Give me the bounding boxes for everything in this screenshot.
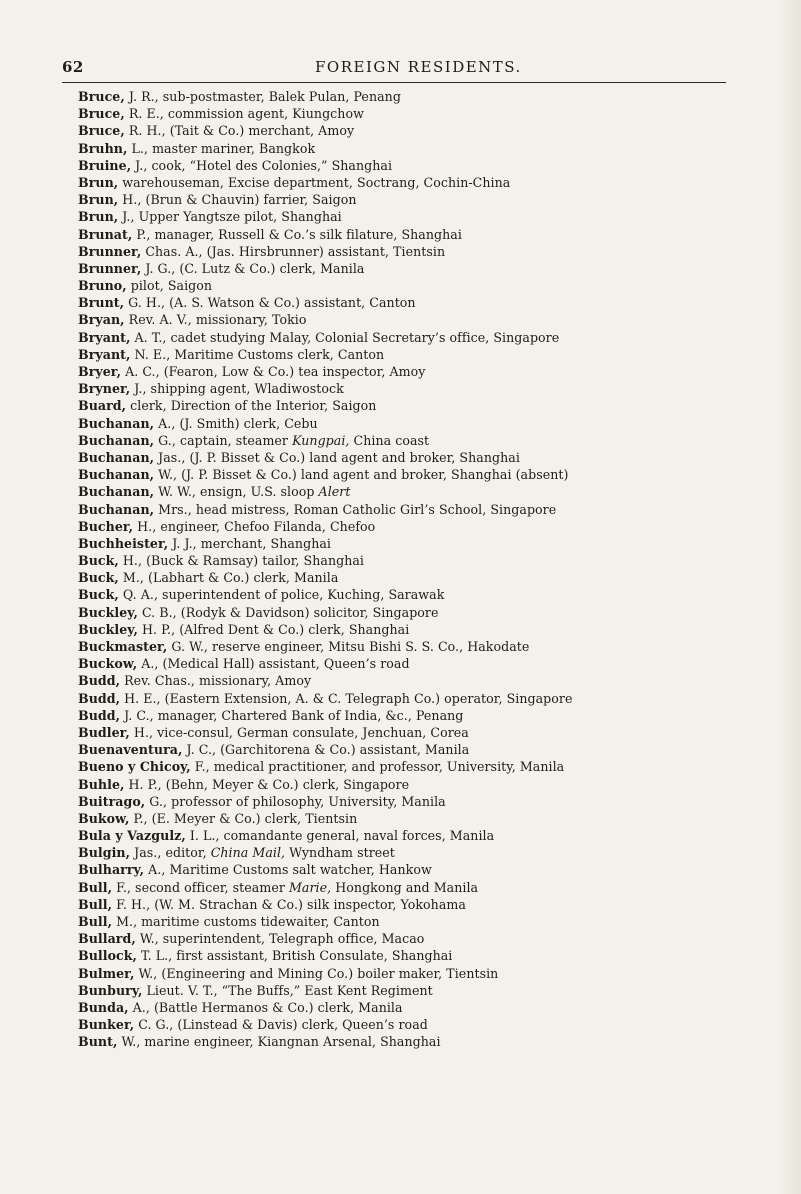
entry-details: J., cook, “Hotel des Colonies,” Shanghai [131, 157, 393, 173]
entry-surname: Buard, [78, 398, 127, 414]
entry-details: H., vice-consul, German consulate, Jenchuan, Corea [129, 724, 469, 740]
entry-surname: Buchheister, [78, 535, 169, 551]
entry-surname: Budd, [78, 690, 121, 706]
list-item [78, 483, 778, 500]
entry-details: Q. A., superintendent of police, Kuching, Sarawak [118, 587, 445, 603]
entry-surname: Bucher, [78, 518, 134, 534]
entry-details: I. L., comandante general, naval forces, Manila [185, 828, 495, 844]
list-item [78, 277, 778, 294]
entry-details: A., Maritime Customs salt watcher, Hankow [144, 862, 432, 878]
entry-details: G. W., reserve engineer, Mitsu Bishi S. S. Co., Hakodate [167, 639, 530, 654]
list-item [78, 208, 778, 225]
list-item [78, 861, 778, 878]
list-item [78, 947, 778, 964]
list-item [78, 638, 778, 655]
list-item [78, 965, 778, 982]
list-item [78, 432, 778, 449]
entry-surname: Bruno, [78, 278, 127, 294]
entry-surname: Bullock, [78, 948, 137, 964]
entry-details: J. J., merchant, Shanghai [168, 535, 331, 551]
list-item [78, 810, 778, 827]
running-head-title: FOREIGN RESIDENTS. [315, 58, 522, 76]
entry-details: P., (E. Meyer & Co.) clerk, Tientsin [129, 810, 358, 826]
list-item [78, 569, 778, 586]
entry-details: H. P., (Behn, Meyer & Co.) clerk, Singapore [124, 776, 410, 792]
entry-surname: Bueno y Chicoy, [78, 759, 191, 775]
entry-surname: Buchanan, [78, 484, 155, 500]
list-item [78, 415, 778, 432]
entry-surname: Bunda, [78, 999, 129, 1015]
list-item [78, 793, 778, 810]
entry-details: N. E., Maritime Customs clerk, Canton [130, 346, 385, 362]
entry-details: Rev. Chas., missionary, Amoy [120, 673, 312, 689]
list-item [78, 1016, 778, 1033]
entry-details: W., superintendent, Telegraph office, Macao [135, 931, 425, 947]
entry-details-after: Hongkong and Manila [331, 879, 479, 895]
entry-vessel-or-title: Alert [318, 484, 351, 500]
entry-vessel-or-title: Marie, [288, 879, 332, 895]
entry-surname: Budler, [78, 724, 130, 740]
entry-surname: Bruhn, [78, 140, 128, 156]
list-item [78, 174, 778, 191]
list-item [78, 157, 778, 174]
entry-surname: Buckmaster, [78, 639, 168, 654]
entry-details: M., maritime customs tidewaiter, Canton [112, 914, 380, 929]
list-item [78, 999, 778, 1016]
entry-details: W., (J. P. Bisset & Co.) land agent and broker, Shanghai (absent) [154, 467, 569, 483]
list-item [78, 105, 778, 122]
entry-surname: Bryant, [78, 346, 131, 362]
entry-surname: Buhle, [78, 776, 125, 792]
list-item [78, 982, 778, 999]
entry-surname: Bull, [78, 914, 113, 929]
entry-details: P., manager, Russell & Co.’s silk filature, Shanghai [132, 226, 462, 242]
entry-surname: Buchanan, [78, 467, 155, 483]
entry-surname: Bryer, [78, 364, 122, 379]
entry-details: H. E., (Eastern Extension, A. & C. Telegraph Co.) operator, Singapore [120, 690, 573, 706]
entry-surname: Bryant, [78, 329, 131, 345]
entry-details: J. G., (C. Lutz & Co.) clerk, Manila [141, 260, 365, 276]
entry-details: Mrs., head mistress, Roman Catholic Girl’s School, Singapore [154, 501, 557, 517]
entry-surname: Bull, [78, 896, 113, 912]
entry-details: A., (J. Smith) clerk, Cebu [154, 415, 318, 431]
entry-details: W. W., ensign, U.S. sloop [154, 484, 319, 500]
entry-surname: Buckley, [78, 604, 138, 620]
list-item [78, 913, 778, 930]
entry-surname: Buck, [78, 553, 119, 569]
entry-details: clerk, Direction of the Interior, Saigon [126, 398, 377, 414]
list-item [78, 380, 778, 397]
entry-details: pilot, Saigon [126, 278, 213, 294]
entry-details: J., shipping agent, Wladiwostock [130, 381, 344, 397]
entry-details: Jas., editor, [130, 845, 211, 861]
entry-surname: Buitrago, [78, 793, 146, 809]
list-item [78, 346, 778, 363]
entry-surname: Buck, [78, 587, 119, 603]
entry-details: Jas., (J. P. Bisset & Co.) land agent and broker, Shanghai [154, 449, 520, 465]
list-item [78, 226, 778, 243]
entry-details: A. C., (Fearon, Low & Co.) tea inspector, Amoy [121, 364, 426, 379]
list-item [78, 586, 778, 603]
entry-surname: Bryner, [78, 381, 131, 397]
entry-surname: Bunker, [78, 1017, 135, 1033]
entry-surname: Brun, [78, 209, 119, 225]
entry-surname: Buchanan, [78, 415, 155, 431]
entry-surname: Bruce, [78, 89, 125, 104]
entry-details: G., captain, steamer [154, 432, 293, 448]
entry-surname: Brun, [78, 174, 119, 190]
list-item [78, 879, 778, 896]
list-item [78, 827, 778, 844]
list-item [78, 191, 778, 208]
list-item [78, 758, 778, 775]
list-item [78, 707, 778, 724]
list-item [78, 672, 778, 689]
entry-vessel-or-title: Kungpai, [292, 432, 350, 448]
entry-details: G. H., (A. S. Watson & Co.) assistant, Canton [124, 295, 416, 311]
entry-details: J., Upper Yangtsze pilot, Shanghai [118, 209, 342, 225]
entry-surname: Bruce, [78, 123, 125, 139]
entry-details: J. C., manager, Chartered Bank of India, &c., Penang [120, 707, 464, 723]
list-item [78, 776, 778, 793]
entry-surname: Bulmer, [78, 965, 135, 981]
entry-details: F., medical practitioner, and professor, University, Manila [190, 759, 565, 775]
page-number: 62 [62, 58, 84, 76]
list-item [78, 260, 778, 277]
entry-surname: Brunat, [78, 226, 133, 242]
entry-details: C. G., (Linstead & Davis) clerk, Queen’s road [134, 1017, 428, 1033]
list-item [78, 122, 778, 139]
entry-surname: Buck, [78, 570, 119, 586]
resident-entries-list [78, 88, 778, 1051]
entry-details-after: Wyndham street [285, 845, 395, 861]
entry-details: W., (Engineering and Mining Co.) boiler maker, Tientsin [134, 965, 499, 981]
list-item [78, 724, 778, 741]
entry-surname: Bull, [78, 879, 113, 895]
list-item [78, 311, 778, 328]
entry-details: A. T., cadet studying Malay, Colonial Secretary’s office, Singapore [130, 329, 560, 345]
entry-details: R. E., commission agent, Kiungchow [124, 106, 364, 122]
entry-details: J. R., sub-postmaster, Balek Pulan, Penang [124, 89, 401, 104]
list-item [78, 621, 778, 638]
entry-surname: Bruce, [78, 106, 125, 122]
entry-surname: Buchanan, [78, 449, 155, 465]
entry-surname: Buckley, [78, 621, 138, 637]
list-item [78, 518, 778, 535]
list-item [78, 501, 778, 518]
entry-details: T. L., first assistant, British Consulate, Shanghai [136, 948, 453, 964]
list-item [78, 930, 778, 947]
entry-vessel-or-title: China Mail, [210, 845, 286, 861]
entry-surname: Bulgin, [78, 845, 131, 861]
entry-details: warehouseman, Excise department, Soctrang, Cochin-China [118, 174, 511, 190]
list-item [78, 243, 778, 260]
entry-details: H., (Buck & Ramsay) tailor, Shanghai [118, 553, 365, 569]
entry-details: M., (Labhart & Co.) clerk, Manila [118, 570, 339, 586]
entry-details-after: China coast [349, 432, 430, 448]
entry-surname: Bunt, [78, 1034, 118, 1050]
list-item [78, 896, 778, 913]
entry-details: Lieut. V. T., “The Buffs,” East Kent Regiment [142, 982, 433, 998]
entry-details: G., professor of philosophy, University, Manila [145, 793, 446, 809]
list-item [78, 1033, 778, 1050]
entry-details: A., (Medical Hall) assistant, Queen’s road [137, 656, 410, 672]
entry-details: Rev. A. V., missionary, Tokio [124, 312, 307, 328]
entry-surname: Bula y Vazgulz, [78, 828, 186, 844]
entry-details: J. C., (Garchitorena & Co.) assistant, Manila [182, 742, 470, 758]
entry-details: R. H., (Tait & Co.) merchant, Amoy [124, 123, 355, 139]
list-item [78, 363, 778, 380]
list-item [78, 329, 778, 346]
list-item [78, 741, 778, 758]
entry-details: A., (Battle Hermanos & Co.) clerk, Manila [128, 999, 403, 1015]
entry-details: Chas. A., (Jas. Hirsbrunner) assistant, Tientsin [141, 243, 446, 259]
entry-surname: Bulharry, [78, 862, 145, 878]
entry-details: C. B., (Rodyk & Davidson) solicitor, Singapore [137, 604, 439, 620]
entry-surname: Brunt, [78, 295, 125, 311]
list-item [78, 655, 778, 672]
list-item [78, 690, 778, 707]
entry-surname: Bunbury, [78, 982, 143, 998]
list-item [78, 449, 778, 466]
page-edge-shading [779, 0, 801, 1194]
entry-details: H., engineer, Chefoo Filanda, Chefoo [133, 518, 376, 534]
entry-details: F., second officer, steamer [112, 879, 289, 895]
entry-details: H., (Brun & Chauvin) farrier, Saigon [118, 192, 357, 208]
list-item [78, 88, 778, 105]
entry-details: H. P., (Alfred Dent & Co.) clerk, Shanghai [137, 621, 410, 637]
list-item [78, 604, 778, 621]
entry-surname: Bukow, [78, 810, 130, 826]
entry-surname: Brunner, [78, 243, 142, 259]
entry-surname: Bruine, [78, 157, 132, 173]
entry-surname: Brun, [78, 192, 119, 208]
entry-surname: Budd, [78, 707, 121, 723]
entry-details: W., marine engineer, Kiangnan Arsenal, Shanghai [117, 1034, 441, 1050]
entry-surname: Budd, [78, 673, 121, 689]
entry-surname: Buchanan, [78, 432, 155, 448]
list-item [78, 294, 778, 311]
list-item [78, 552, 778, 569]
entry-surname: Brunner, [78, 260, 142, 276]
list-item [78, 140, 778, 157]
list-item [78, 844, 778, 861]
header-rule [62, 82, 726, 83]
entry-details: L., master mariner, Bangkok [127, 140, 316, 156]
entry-surname: Bryan, [78, 312, 125, 328]
entry-details: F. H., (W. M. Strachan & Co.) silk inspector, Yokohama [112, 896, 466, 912]
entry-surname: Buckow, [78, 656, 138, 672]
list-item [78, 535, 778, 552]
entry-surname: Buchanan, [78, 501, 155, 517]
list-item [78, 397, 778, 414]
list-item [78, 466, 778, 483]
entry-surname: Bullard, [78, 931, 136, 947]
entry-surname: Buenaventura, [78, 742, 183, 758]
